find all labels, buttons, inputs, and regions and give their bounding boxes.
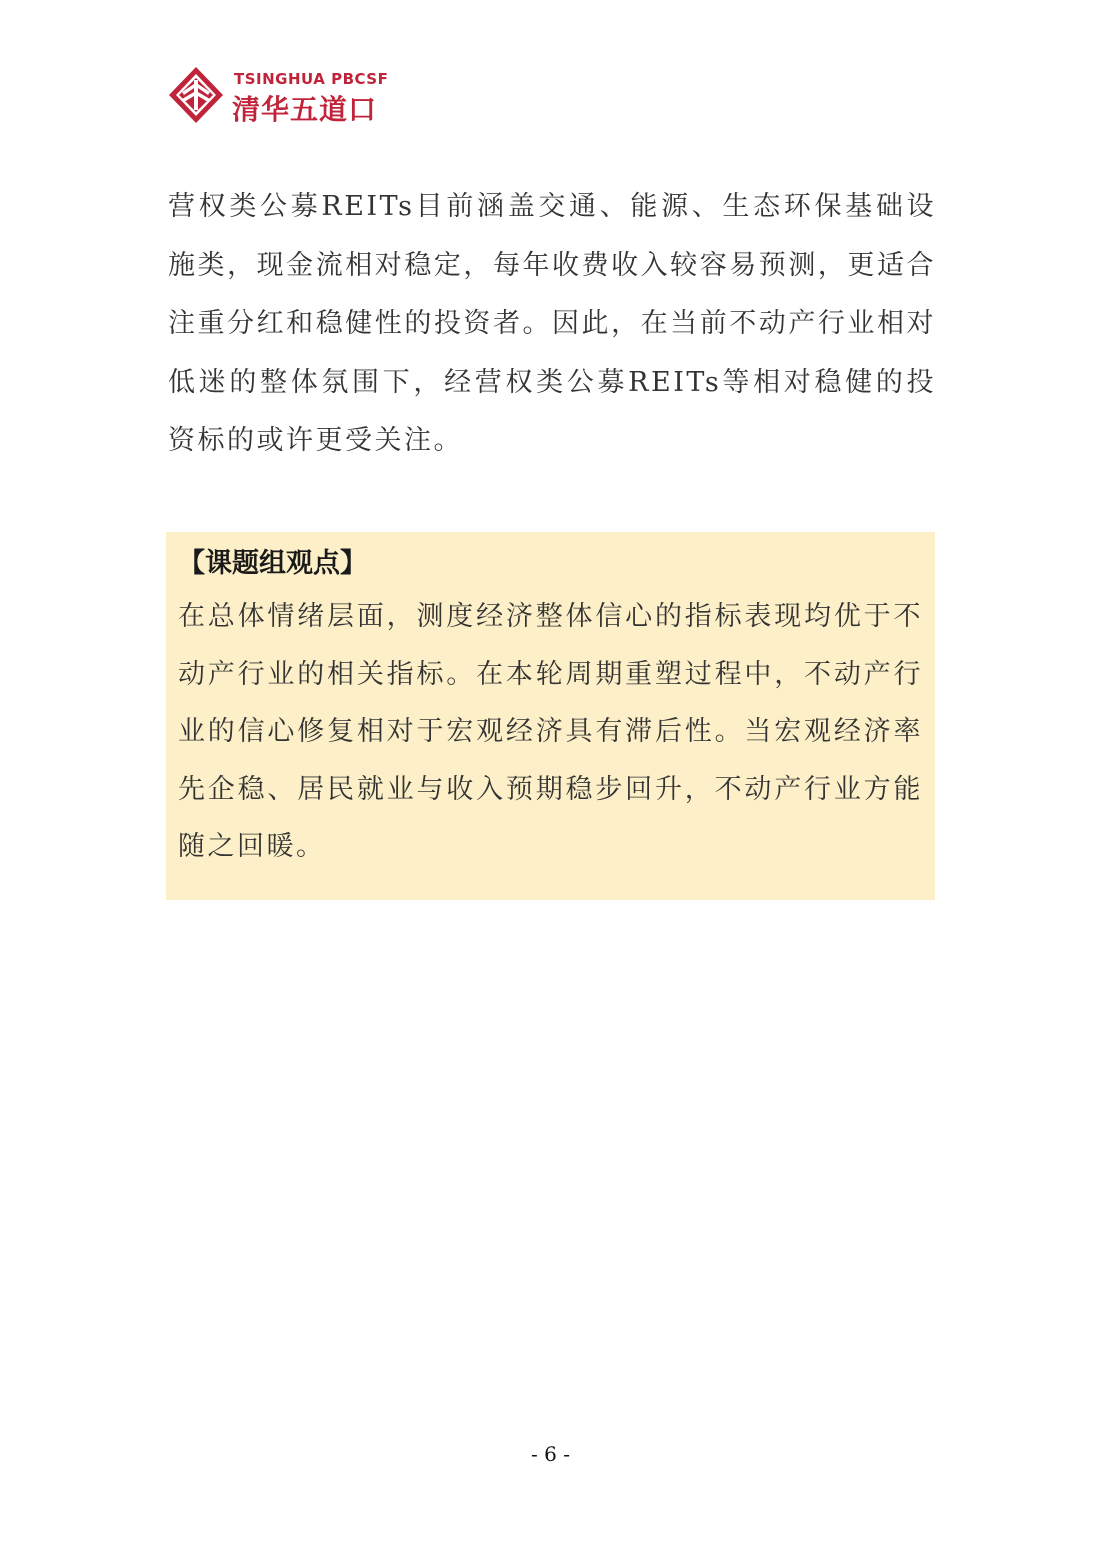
header-logo — [168, 66, 428, 126]
research-group-viewpoint-box — [166, 532, 935, 900]
viewpoint-title: 【课题组观点】 — [178, 548, 367, 579]
logo-english-text: TSINGHUA PBCSF — [234, 70, 389, 88]
tsinghua-pbcsf-logo-icon — [168, 66, 224, 124]
body-paragraph: 营权类公募REITs目前涵盖交通、能源、生态环保基础设施类，现金流相对稳定，每年收费收入较容易预测，更适合注重分红和稳健性的投资者。因此，在当前不动产行业相对低迷的整体氛围下，经营权类公募REITs等相对稳健的投资标的或许更受关注。 — [168, 191, 936, 457]
logo-chinese-text: 清华五道口 — [232, 93, 378, 126]
viewpoint-text: 在总体情绪层面，测度经济整体信心的指标表现均优于不动产行业的相关指标。在本轮周期重塑过程中，不动产行业的信心修复相对于宏观经济具有滞后性。当宏观经济率先企稳、居民就业与收入预期稳步回升，不动产行业方能随之回暖。 — [178, 601, 923, 862]
page-number: - 6 - — [531, 1442, 570, 1466]
